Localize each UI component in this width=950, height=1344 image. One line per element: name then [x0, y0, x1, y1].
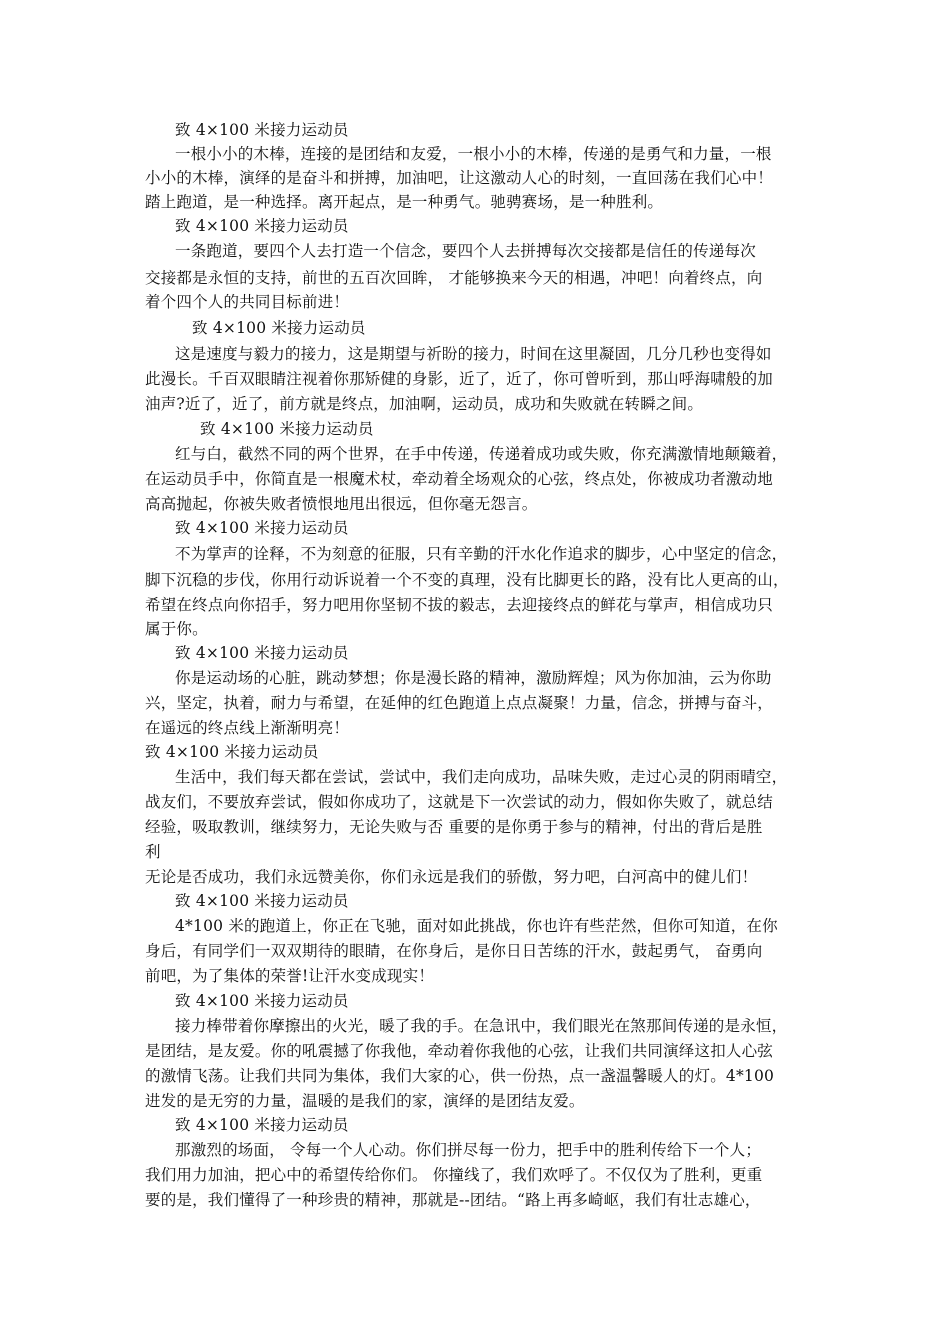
text-line: 在运动员手中，你简直是一根魔术杖，牵动着全场观众的心弦，终点处，你被成功者激动地: [145, 470, 774, 488]
text-line: 属于你。: [145, 620, 208, 638]
section-heading: 致 4×100 米接力运动员: [175, 992, 349, 1010]
text-line: 无论是否成功，我们永远赞美你，你们永远是我们的骄傲，努力吧，白河高中的健儿们！: [145, 868, 758, 886]
section-heading: 致 4×100 米接力运动员: [175, 121, 349, 139]
text-line: 那激烈的场面， 令每一个人心动。你们拼尽每一份力，把手中的胜利传给下一个人；: [175, 1141, 762, 1159]
text-line: 小小的木棒，演绎的是奋斗和拼搏，加油吧，让这激动人心的时刻，一直回荡在我们心中！: [145, 169, 774, 187]
text-line: 身后，有同学们一双双期待的眼睛，在你身后，是你日日苦练的汗水，鼓起勇气， 奋勇向: [145, 942, 763, 960]
text-line: 一根小小的木棒，连接的是团结和友爱，一根小小的木棒，传递的是勇气和力量，一根: [175, 145, 772, 163]
section-heading: 致 4×100 米接力运动员: [145, 743, 319, 761]
section-heading: 致 4×100 米接力运动员: [192, 319, 366, 337]
text-line: 油声?近了，近了，前方就是终点，加油啊，运动员，成功和失败就在转瞬之间。: [145, 395, 704, 413]
text-line: 踏上跑道，是一种选择。离开起点，是一种勇气。驰骋赛场，是一种胜利。: [145, 193, 664, 211]
text-line: 要的是，我们懂得了一种珍贵的精神，那就是--团结。“路上再多崎岖，我们有壮志雄心，: [145, 1191, 761, 1209]
text-line: 我们用力加油，把心中的希望传给你们。 你撞线了，我们欢呼了。不仅仅为了胜利，更重: [145, 1166, 763, 1184]
text-line: 是团结，是友爱。你的吼震撼了你我他，牵动着你我他的心弦，让我们共同演绎这扣人心弦: [145, 1042, 774, 1060]
text-line: 此漫长。千百双眼睛注视着你那矫健的身影，近了，近了，你可曾听到，那山呼海啸般的加: [145, 370, 774, 388]
text-line: 兴，坚定，执着，耐力与希望，在延伸的红色跑道上点点凝聚！力量，信念，拼搏与奋斗，: [145, 694, 774, 712]
text-line: 这是速度与毅力的接力，这是期望与祈盼的接力，时间在这里凝固，几分几秒也变得如: [175, 345, 772, 363]
section-heading: 致 4×100 米接力运动员: [175, 892, 349, 910]
text-line: 利: [145, 843, 161, 861]
text-line: 不为掌声的诠释，不为刻意的征服，只有辛勤的汗水化作追求的脚步，心中坚定的信念，: [175, 545, 788, 563]
text-line: 在遥远的终点线上渐渐明亮！: [145, 719, 350, 737]
text-line: 接力棒带着你摩擦出的火光，暖了我的手。在急讯中，我们眼光在煞那间传递的是永恒，: [175, 1017, 788, 1035]
text-line: 交接都是永恒的支持，前世的五百次回眸， 才能够换来今天的相遇，冲吧！向着终点，向: [145, 269, 763, 287]
text-line: 前吧，为了集体的荣誉!让汗水变成现实！: [145, 967, 435, 985]
text-line: 战友们，不要放弃尝试，假如你成功了，这就是下一次尝试的动力，假如你失败了，就总结: [145, 793, 774, 811]
text-line: 4*100 米的跑道上，你正在飞驰，面对如此挑战，你也许有些茫然，但你可知道，在你: [175, 917, 778, 935]
text-line: 进发的是无穷的力量，温暖的是我们的家，演绎的是团结友爱。: [145, 1092, 585, 1110]
text-line: 经验，吸取教训，继续努力，无论失败与否 重要的是你勇于参与的精神，付出的背后是胜: [145, 818, 763, 836]
text-line: 红与白，截然不同的两个世界，在手中传递，传递着成功或失败，你充满激情地颠簸着，: [175, 445, 788, 463]
section-heading: 致 4×100 米接力运动员: [175, 217, 349, 235]
text-line: 一条跑道，要四个人去打造一个信念，要四个人去拼搏每次交接都是信任的传递每次: [175, 242, 756, 260]
section-heading: 致 4×100 米接力运动员: [175, 1116, 349, 1134]
text-line: 生活中，我们每天都在尝试，尝试中，我们走向成功，品味失败，走过心灵的阴雨晴空，: [175, 768, 788, 786]
text-line: 的激情飞荡。让我们共同为集体，我们大家的心，供一份热，点一盏温馨暖人的灯。4*100: [145, 1067, 775, 1085]
section-heading: 致 4×100 米接力运动员: [200, 420, 374, 438]
text-line: 希望在终点向你招手，努力吧用你坚韧不拔的毅志，去迎接终点的鲜花与掌声，相信成功只: [145, 596, 774, 614]
text-line: 高高抛起，你被失败者愤恨地甩出很远，但你毫无怨言。: [145, 495, 538, 513]
text-line: 脚下沉稳的步伐，你用行动诉说着一个不变的真理，没有比脚更长的路，没有比人更高的山，: [145, 571, 789, 589]
section-heading: 致 4×100 米接力运动员: [175, 519, 349, 537]
section-heading: 致 4×100 米接力运动员: [175, 644, 349, 662]
text-line: 着个四个人的共同目标前进！: [145, 293, 350, 311]
text-line: 你是运动场的心脏，跳动梦想；你是漫长路的精神，激励辉煌；风为你加油，云为你助: [175, 669, 772, 687]
